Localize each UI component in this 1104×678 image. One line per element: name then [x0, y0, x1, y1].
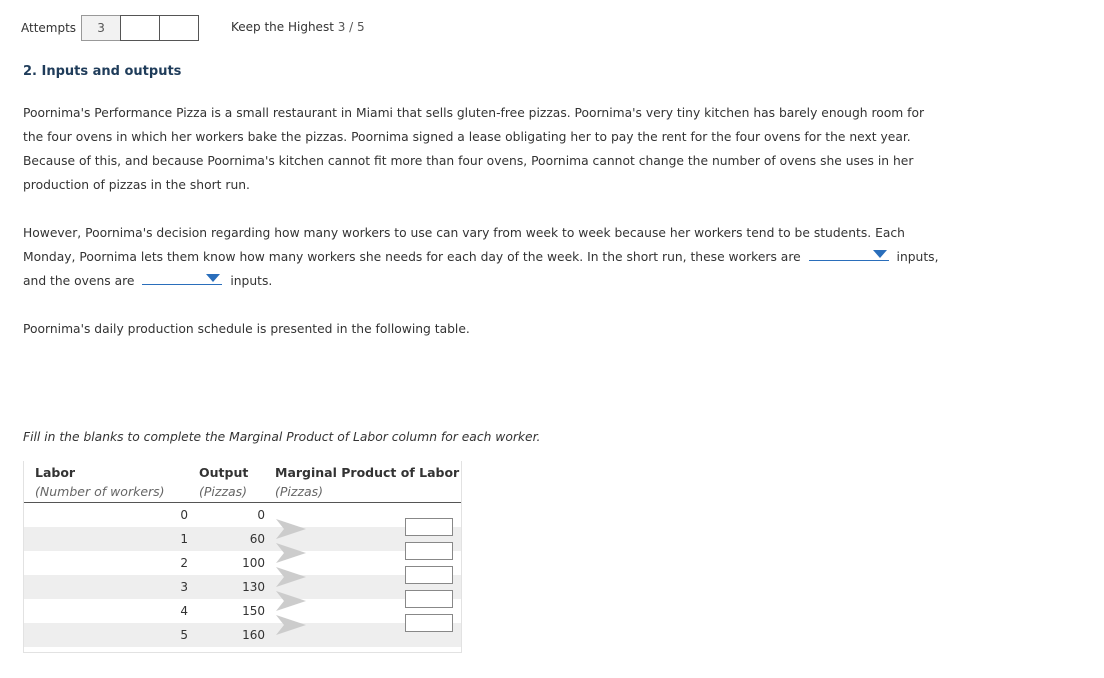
mpl-input-worker-2[interactable]	[405, 542, 453, 560]
table-row	[24, 575, 461, 599]
workers-input-type-dropdown[interactable]	[809, 246, 889, 261]
chevron-right-icon	[274, 541, 308, 565]
paragraph-1: Poornima's Performance Pizza is a small restaurant in Miami that sells gluten-free pizzas. Poornima's very tiny kitchen has barely enough room for the four ovens in which her workers bake the pizzas. Poornima signed a lease obligating her to pay the rent for the four ovens for the next year. Because of this, and because Poornima's kitchen cannot fit more than four ovens, Poornima cannot change the number of ovens she uses in her production of pizzas in the short run.	[23, 106, 925, 192]
labor-cell: 3	[180, 580, 188, 594]
header-output-title: Output	[199, 465, 249, 480]
header-labor	[35, 463, 165, 501]
header-mpl-sub: (Pizzas)	[275, 484, 324, 499]
mpl-input-worker-4[interactable]	[405, 590, 453, 608]
table-row	[24, 623, 461, 647]
chevron-right-icon	[274, 613, 308, 637]
output-cell: 150	[242, 604, 265, 618]
output-cell: 60	[249, 532, 265, 546]
header-mpl-title: Marginal Product of Labor	[275, 465, 460, 480]
keep-highest-label: Keep the Highest	[231, 20, 334, 34]
labor-cell: 0	[180, 508, 188, 522]
header-labor-sub: (Number of workers)	[35, 484, 165, 499]
score: 3 / 5	[337, 20, 365, 34]
keep-highest	[231, 20, 365, 34]
output-cell: 100	[242, 556, 265, 570]
header-labor-title: Labor	[35, 465, 76, 480]
table-row	[24, 527, 461, 551]
output-cell: 0	[257, 508, 265, 522]
mpl-input-worker-1[interactable]	[405, 518, 453, 536]
paragraph-2-text-b: inputs,	[896, 250, 939, 264]
attempt-box-3	[159, 15, 199, 41]
paragraph-2-text-d: inputs.	[230, 274, 273, 288]
labor-cell: 2	[180, 556, 188, 570]
question-title: 2. Inputs and outputs	[23, 64, 182, 79]
table-row	[24, 599, 461, 623]
chevron-right-icon	[274, 565, 308, 589]
labor-cell: 1	[180, 532, 188, 546]
header-output	[199, 463, 248, 501]
production-table	[23, 461, 462, 653]
labor-cell: 5	[180, 628, 188, 642]
chevron-right-icon	[274, 589, 308, 613]
mpl-input-worker-5[interactable]	[405, 614, 453, 632]
table-header	[24, 461, 461, 503]
header-mpl	[275, 463, 459, 501]
chevron-down-icon	[873, 250, 887, 258]
paragraph-2-text-c: and the ovens are	[23, 274, 135, 288]
ovens-input-type-dropdown[interactable]	[142, 270, 222, 285]
paragraph-3: Poornima's daily production schedule is presented in the following table.	[23, 322, 470, 336]
attempt-box-2	[120, 15, 160, 41]
chevron-right-icon	[274, 517, 308, 541]
output-cell: 130	[242, 580, 265, 594]
table-row	[24, 551, 461, 575]
labor-cell: 4	[180, 604, 188, 618]
attempt-box-1: 3	[81, 15, 121, 41]
output-cell: 160	[242, 628, 265, 642]
header-output-sub: (Pizzas)	[199, 484, 248, 499]
instruction: Fill in the blanks to complete the Marginal Product of Labor column for each worker.	[23, 430, 541, 444]
attempts-label: Attempts	[21, 21, 77, 35]
chevron-down-icon	[206, 274, 220, 282]
paragraph-2-text-a: However, Poornima's decision regarding how many workers to use can vary from week to week because her workers tend to be students. Each Monday, Poornima lets them know how many workers she needs for each day of the week. In the short run, these workers are	[23, 226, 905, 264]
paragraph-2	[23, 221, 943, 293]
attempt-boxes	[81, 15, 199, 41]
mpl-input-worker-3[interactable]	[405, 566, 453, 584]
attempts-bar	[21, 15, 199, 41]
table-row	[24, 503, 461, 527]
